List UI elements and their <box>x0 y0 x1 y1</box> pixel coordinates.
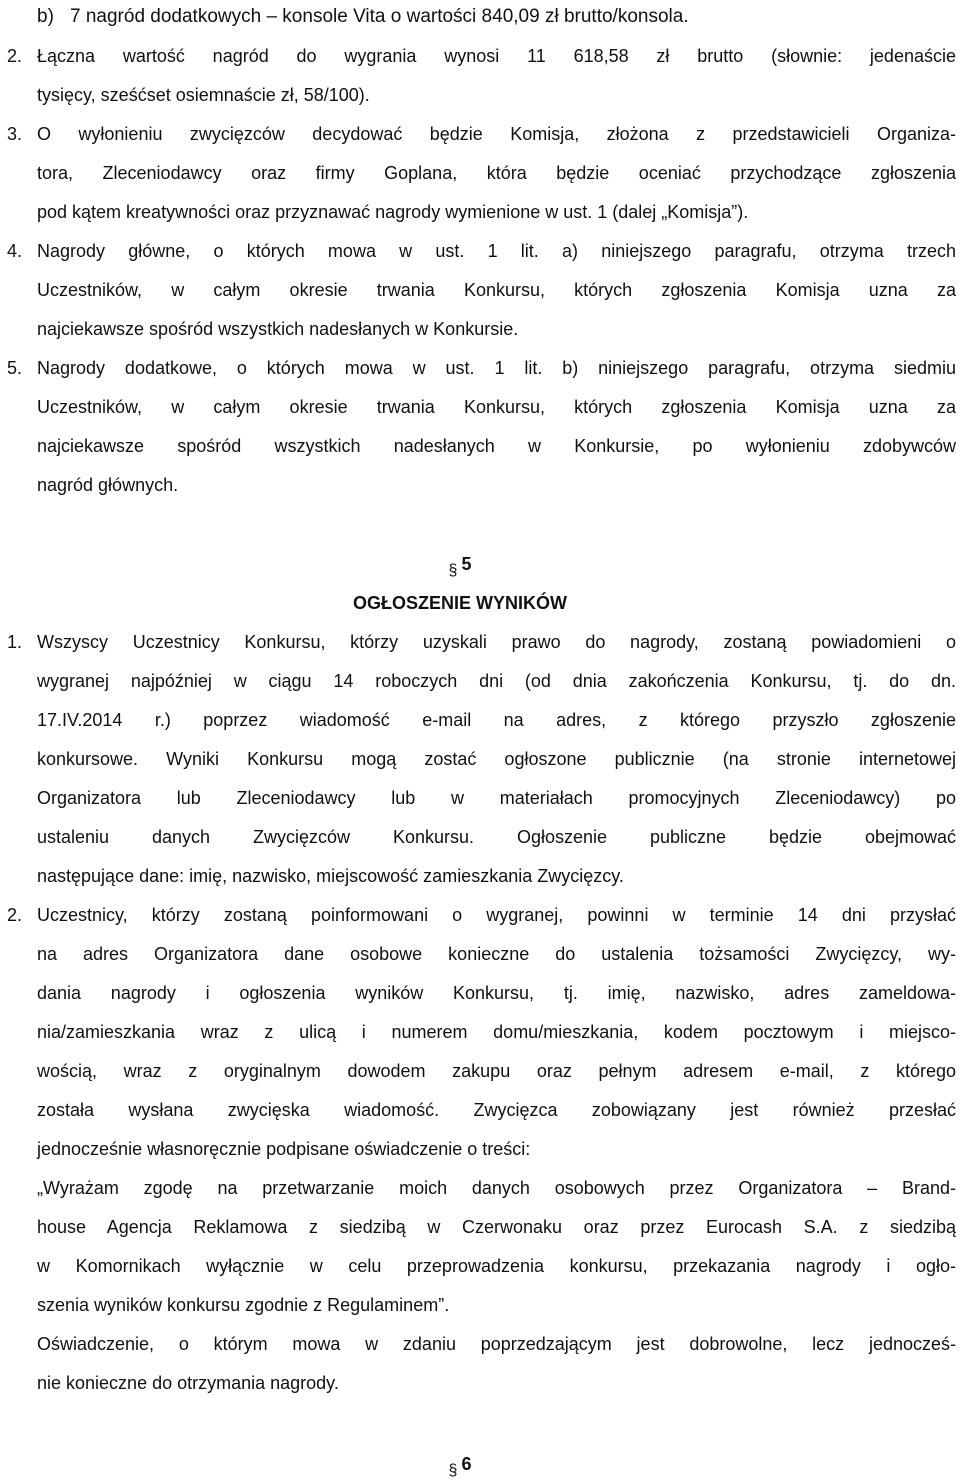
paragraph-line: nagród głównych. <box>37 475 179 495</box>
item-number: 1. <box>7 632 23 652</box>
paragraph-line: następujące dane: imię, nazwisko, miejscowość zamieszkania Zwycięzcy. <box>37 866 624 886</box>
paragraph-line: Oświadczenie, o którym mowa w zdaniu poprzedzającym jest dobrowolne, lecz jednocześ- <box>37 1334 956 1354</box>
item-number: 2. <box>7 46 23 66</box>
paragraph-line: została wysłana zwycięska wiadomość. Zwycięzca zobowiązany jest również przesłać <box>37 1100 956 1120</box>
paragraph-line: Uczestników, w całym okresie trwania Konkursu, których zgłoszenia Komisja uzna za <box>37 280 956 300</box>
paragraph-line: Łączna wartość nagród do wygrania wynosi 11 618,58 zł brutto (słownie: jedenaście <box>37 46 956 66</box>
item-number: 4. <box>7 241 23 261</box>
paragraph-line: Wszyscy Uczestnicy Konkursu, którzy uzyskali prawo do nagrody, zostaną powiadomieni o <box>37 632 956 652</box>
paragraph-line: Uczestników, w całym okresie trwania Konkursu, których zgłoszenia Komisja uzna za <box>37 397 956 417</box>
section-number-text: 5 <box>461 554 472 574</box>
paragraph-line: najciekawsze spośród wszystkich nadesłanych w Konkursie, po wyłonieniu zdobywców <box>37 436 956 456</box>
paragraph-line: tysięcy, sześćset osiemnaście zł, 58/100). <box>37 85 370 105</box>
paragraph-line: na adres Organizatora dane osobowe konieczne do ustalenia tożsamości Zwycięzcy, wy- <box>37 944 956 964</box>
section-symbol: § <box>448 562 458 579</box>
paragraph-line: w Komornikach wyłącznie w celu przeprowadzenia konkursu, przekazania nagrody i ogło- <box>37 1256 956 1276</box>
paragraph-line: nie konieczne do otrzymania nagrody. <box>37 1373 339 1393</box>
paragraph-line: Nagrody dodatkowe, o których mowa w ust. 1 lit. b) niniejszego paragrafu, otrzyma siedmiu <box>37 358 956 378</box>
item-number: 2. <box>7 905 23 925</box>
section-number-text: 6 <box>461 1454 472 1474</box>
section-number <box>0 552 920 578</box>
paragraph-line: „Wyrażam zgodę na przetwarzanie moich danych osobowych przez Organizatora – Brand- <box>37 1178 956 1198</box>
item-text: 7 nagród dodatkowych – konsole Vita o wartości 840,09 zł brutto/konsola. <box>70 6 689 27</box>
item-number: 3. <box>7 124 23 144</box>
paragraph-line: pod kątem kreatywności oraz przyznawać nagrody wymienione w ust. 1 (dalej „Komisja”). <box>37 202 749 222</box>
paragraph-line: Organizatora lub Zleceniodawcy lub w materiałach promocyjnych Zleceniodawcy) po <box>37 788 956 808</box>
paragraph-line: 17.IV.2014 r.) poprzez wiadomość e-mail na adres, z którego przyszło zgłoszenie <box>37 710 956 730</box>
paragraph-line: szenia wyników konkursu zgodnie z Regulaminem”. <box>37 1295 450 1315</box>
item-number: 5. <box>7 358 23 378</box>
paragraph-line: konkursowe. Wyniki Konkursu mogą zostać ogłoszone publicznie (na stronie internetowej <box>37 749 956 769</box>
paragraph-line: ustaleniu danych Zwycięzców Konkursu. Ogłoszenie publiczne będzie obejmować <box>37 827 956 847</box>
paragraph-line: wygranej najpóźniej w ciągu 14 roboczych dni (od dnia zakończenia Konkursu, tj. do dn. <box>37 671 956 691</box>
section-number <box>0 1452 920 1478</box>
paragraph-line: wością, wraz z oryginalnym dowodem zakupu oraz pełnym adresem e-mail, z którego <box>37 1061 956 1081</box>
paragraph-line: house Agencja Reklamowa z siedzibą w Czerwonaku oraz przez Eurocash S.A. z siedzibą <box>37 1217 956 1237</box>
paragraph-line: dania nagrody i ogłoszenia wyników Konkursu, tj. imię, nazwisko, adres zameldowa- <box>37 983 956 1003</box>
paragraph-line: O wyłonieniu zwycięzców decydować będzie Komisja, złożona z przedstawicieli Organiza- <box>37 124 956 144</box>
paragraph-line: Nagrody główne, o których mowa w ust. 1 lit. a) niniejszego paragrafu, otrzyma trzech <box>37 241 956 261</box>
section-symbol: § <box>448 1462 458 1479</box>
section-title: OGŁOSZENIE WYNIKÓW <box>353 593 567 613</box>
item-label: b) <box>37 6 54 27</box>
paragraph-line: Uczestnicy, którzy zostaną poinformowani o wygranej, powinni w terminie 14 dni przysłać <box>37 905 956 925</box>
paragraph-line: tora, Zleceniodawcy oraz firmy Goplana, która będzie oceniać przychodzące zgłoszenia <box>37 163 956 183</box>
paragraph-line: najciekawsze spośród wszystkich nadesłanych w Konkursie. <box>37 319 519 339</box>
paragraph-line: jednocześnie własnoręcznie podpisane oświadczenie o treści: <box>37 1139 531 1159</box>
paragraph-line: nia/zamieszkania wraz z ulicą i numerem domu/mieszkania, kodem pocztowym i miejsco- <box>37 1022 956 1042</box>
